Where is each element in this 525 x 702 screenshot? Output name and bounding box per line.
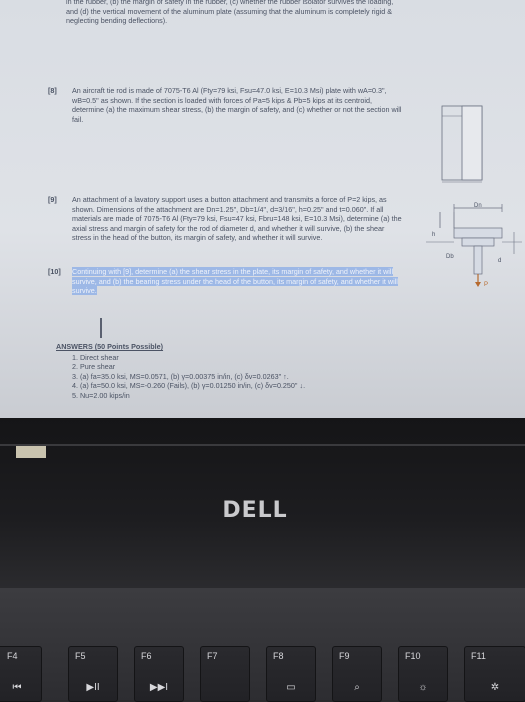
bezel-edge: [0, 444, 525, 446]
text-cursor: [100, 318, 102, 338]
label-h: h: [432, 232, 436, 238]
problem-10-text-selected[interactable]: Continuing with [9], determine (a) the shear stress in the plate, its margin of safety, and whether it will survive, and (b) the bearing stress under the head of the button, its margin of safety, and whether it will survive.: [72, 267, 398, 296]
key-f8[interactable]: [266, 646, 316, 702]
problem-10-number: [10]: [48, 267, 61, 276]
display-icon: ▭: [286, 682, 296, 693]
key-f4[interactable]: [0, 646, 42, 702]
answer-item: 5. Nu=2.00 kips/in: [72, 390, 130, 400]
key-label: F8: [273, 651, 284, 661]
key-f7[interactable]: [200, 646, 250, 702]
dell-logo: DELL: [222, 498, 288, 523]
play-pause-icon: ▶II: [86, 682, 100, 693]
answers-section: [56, 342, 436, 401]
answer-item: 1. Direct shear: [72, 352, 119, 362]
label-p: P: [484, 282, 489, 288]
key-f5[interactable]: [68, 646, 118, 702]
key-label: F4: [7, 651, 18, 661]
problem-9-number: [9]: [48, 195, 57, 204]
key-label: F6: [141, 651, 152, 661]
answer-item: 3. (a) fa=35.0 ksi, MS=0.0571, (b) γ=0.00375 in/in, (c) δv=0.0263" ↑.: [72, 371, 289, 381]
bezel-sticker: [16, 446, 46, 458]
answer-item: 2. Pure shear: [72, 362, 116, 372]
key-f6[interactable]: [134, 646, 184, 702]
label-db: Db: [446, 254, 454, 260]
problem-9-text: An attachment of a lavatory support uses a button attachment and transmits a force of P=2 kips, as shown. Dimensions of the attachment are Dn=1.25", Db=1/4", d=3/16", h=0.25" and t=0.060". If all materials are made of 7075-T6 Al (Fty=79 ksi, Fsu=47 ksi, Fbru=148 ksi, E=10.3 Msi), determine (a) the axial stress and margin of safety for the rod of diameter d, and whether it will survive, (b) the shear stress in the head of the button, its margin of safety, and whether it will survive.: [72, 195, 402, 243]
problem-7-continuation: in the rubber, (b) the margin of safety in the rubber, (c) whether the rubber isolator survives the loading, and (d) the vertical movement of the aluminum plate (assuming that the aluminum is completely rigid & neglecting bending deflections).: [66, 0, 394, 26]
key-label: F9: [339, 651, 350, 661]
problem-8-text: An aircraft tie rod is made of 7075-T6 Al (Fty=79 ksi, Fsu=47.0 ksi, E=10.3 Msi) plate with wA=0.3", wB=0.5" as shown. If the section is loaded with forces of Pa=5 kips & Pb=5 kips at its centroid, determine (a) the maximum shear stress, (b) the margin of safety, and (c) whether or not the section will fail.: [72, 86, 402, 124]
problem-8-number: [8]: [48, 86, 57, 95]
search-icon: ⌕: [354, 682, 360, 693]
key-f10[interactable]: [398, 646, 448, 702]
label-dn: Dn: [474, 203, 482, 209]
key-label: F10: [405, 651, 421, 661]
label-d: d: [498, 258, 502, 264]
tie-rod-figure: [422, 104, 502, 186]
key-label: F5: [75, 651, 86, 661]
answer-item: 4. (a) fa=50.0 ksi, MS=-0.260 (Fails), (b) γ=0.01250 in/in, (c) δv=0.250" ↓.: [72, 381, 306, 391]
fast-forward-icon: ▶▶I: [149, 682, 169, 693]
answers-heading: ANSWERS (50 Points Possible): [56, 342, 164, 351]
brightness-icon: ☼: [418, 682, 428, 693]
backlight-icon: ✲: [490, 682, 500, 693]
rewind-icon: ⏮: [12, 682, 22, 693]
document-page: [38, 0, 502, 418]
button-attachment-figure: [424, 198, 524, 288]
key-f9[interactable]: [332, 646, 382, 702]
key-label: F11: [471, 651, 486, 661]
key-label: F7: [207, 651, 218, 661]
key-f11[interactable]: [464, 646, 525, 702]
